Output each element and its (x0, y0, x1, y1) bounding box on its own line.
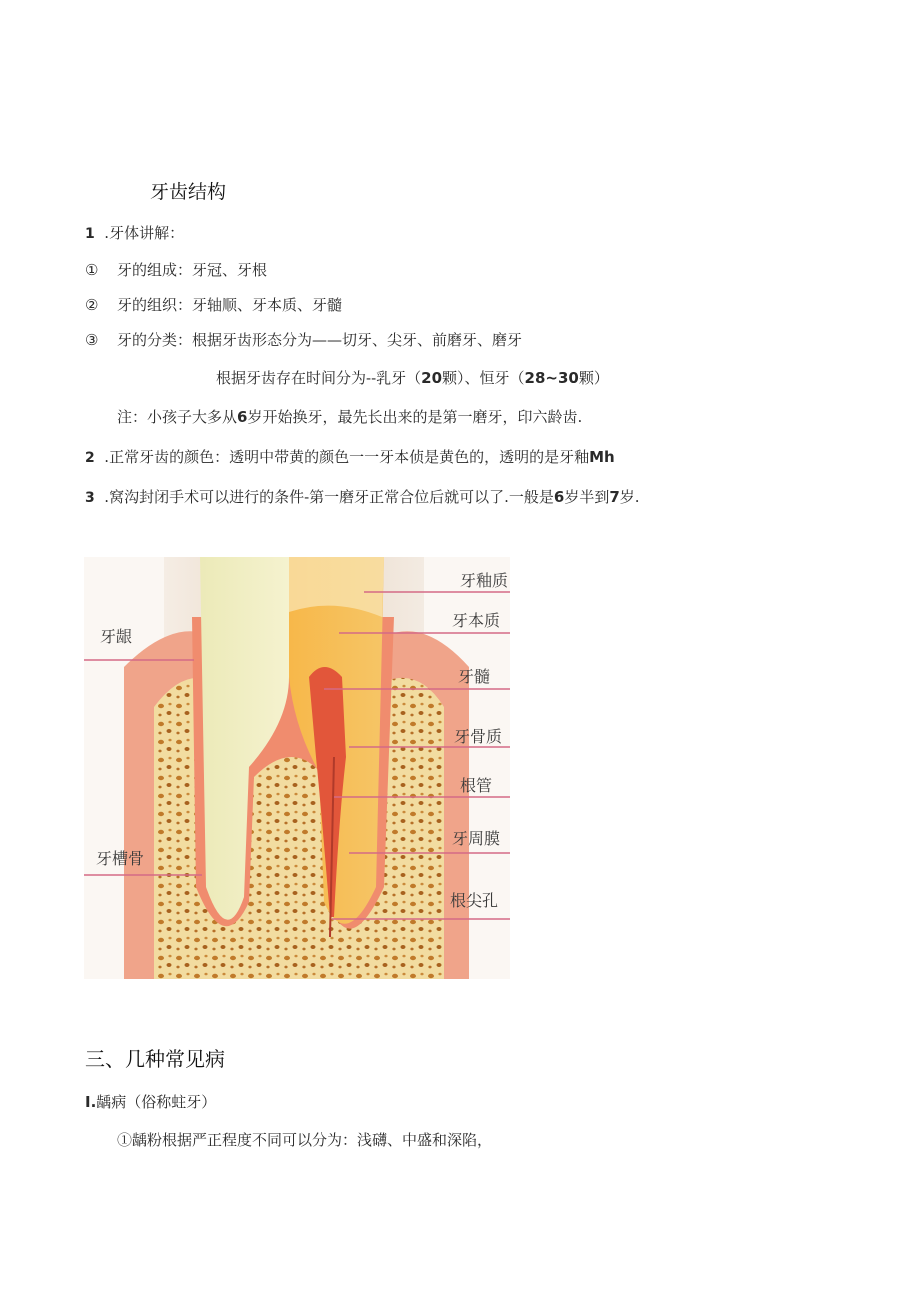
age-number: 7 (609, 488, 620, 506)
count-primary-teeth: 20 (421, 369, 443, 387)
sub-item-text: 牙的组成：牙冠、牙根 (117, 261, 268, 279)
item-3 (85, 487, 640, 508)
label-pulp: 牙髓 (458, 667, 491, 686)
label-gum: 牙龈 (100, 627, 133, 646)
text-fragment: 岁开始换牙，最先长出来的是第一磨牙，印六龄齿. (247, 408, 583, 426)
label-enamel: 牙釉质 (460, 571, 509, 590)
label-dentin: 牙本质 (452, 611, 501, 630)
text-fragment: 根据牙齿存在时间分为--乳牙（ (216, 369, 422, 387)
disease-sub-item-1: ①龋粉根据严正程度不同可以分为：浅礴、中盛和深陷， (117, 1131, 493, 1149)
item-number: 1 (85, 226, 95, 242)
text-fragment: 岁. (619, 488, 640, 506)
label-periodontal-membrane: 牙周膜 (452, 829, 501, 848)
age-number: 6 (237, 408, 248, 426)
sub-item-2 (85, 295, 342, 315)
sub-item-text: 牙的组织：牙轴顺、牙本质、牙髓 (117, 296, 343, 314)
item-1 (85, 223, 184, 244)
sub-item-1 (85, 260, 267, 280)
age-number: 6 (553, 488, 565, 506)
label-apical-foramen: 根尖孔 (450, 891, 499, 910)
section-heading: 三、几种常见病 (85, 1047, 225, 1071)
sub-item-text: 牙的分类：根据牙齿形态分为——切牙、尖牙、前磨牙、磨牙 (117, 331, 523, 349)
circled-marker: ② (85, 296, 99, 314)
sub-item-3 (85, 330, 522, 350)
item-number: 3 (85, 490, 95, 506)
label-cementum: 牙骨质 (454, 727, 503, 746)
item-number: I. (85, 1093, 97, 1111)
circled-marker: ③ (85, 331, 99, 349)
text-fragment: 颗） (578, 369, 609, 387)
text-fragment: 注：小孩子大多从 (117, 408, 238, 426)
item-text: .牙体讲解： (104, 224, 185, 242)
item-text: 龋病（俗称蛀牙） (96, 1093, 217, 1111)
tooth-structure-diagram (84, 557, 510, 979)
item-number: 2 (85, 450, 95, 466)
label-alveolar-bone: 牙槽骨 (96, 849, 145, 868)
tooth-illustration (84, 557, 510, 979)
item-text: .正常牙齿的颜色：透明中带黄的颜色一一牙本侦是黄色的，透明的是牙釉 (104, 448, 590, 466)
note-line (117, 407, 582, 427)
label-root-canal: 根管 (460, 776, 493, 795)
text-fragment: Mh (589, 448, 615, 466)
text-fragment: 岁半到 (564, 488, 610, 506)
text-fragment: 颗）、恒牙（ (442, 369, 525, 387)
sub-item-3-continuation (216, 368, 609, 388)
text-fragment: .窝沟封闭手术可以进行的条件-第一磨牙正常合位后就可以了.一般是 (104, 488, 554, 506)
circled-marker: ① (85, 261, 99, 279)
disease-item-1 (85, 1092, 216, 1112)
count-permanent-teeth: 28~30 (524, 369, 579, 387)
section-title: 牙齿结构 (150, 181, 227, 203)
item-2 (85, 447, 615, 468)
